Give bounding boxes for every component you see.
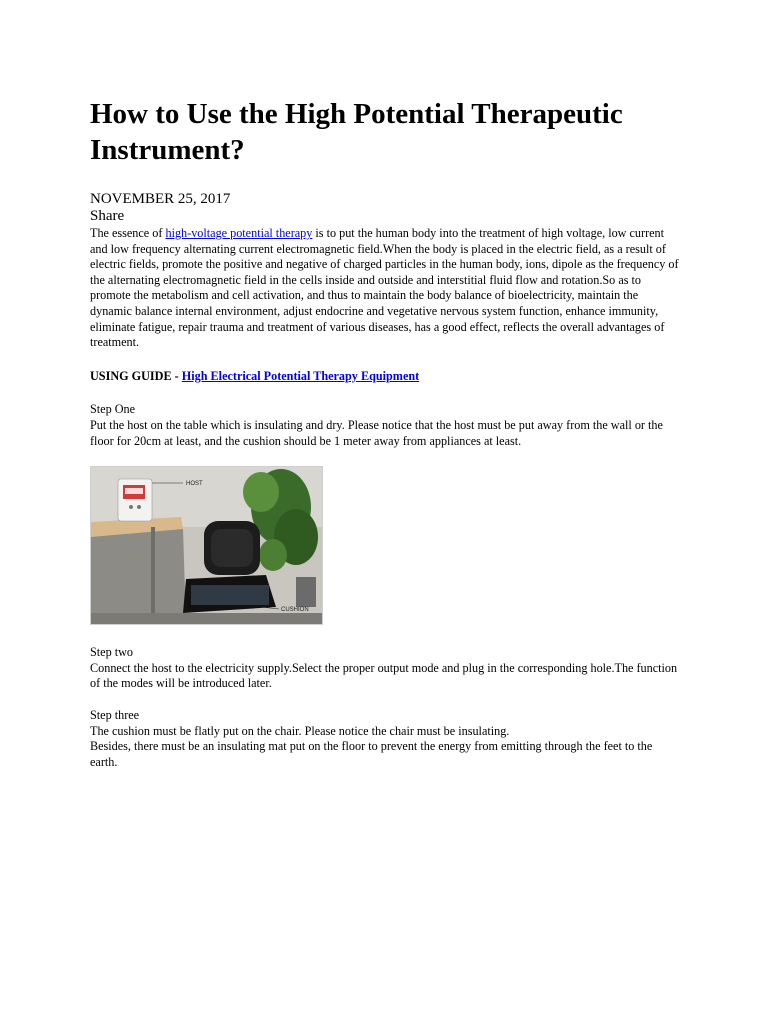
intro-text-start: The essence of [90,226,166,240]
step-three-text-2: Besides, there must be an insulating mat put on the floor to prevent the energy from emitting through the feet to the earth. [90,739,653,769]
intro-text-end: is to put the human body into the treatment of high voltage, low current and low frequency alternating current electromagnetic field.When the body is placed in the electric field, as a result of electric fields, promote the positive and negative of charged particles in the human body, ions, dipole as the frequency of the alternating electromagnetic field in the cells inside and outside and interstitial fluid flow and rotation.So as to promote the metabolism and cell activation, and thus to maintain the body balance of bioelectricity, maintain the dynamic balance internal environment, adjust endocrine and vegetative nervous system function, enhance immunity, eliminate fatigue, repair trauma and treatment of various diseases, has a good effect, reflects the overall advantages of treatment. [90,226,679,350]
step-two-text: Connect the host to the electricity supply.Select the proper output mode and plug in the corresponding hole.The function of the modes will be introduced later. [90,660,678,691]
step-three-text-1: The cushion must be flatly put on the chair. Please notice the chair must be insulating. [90,723,510,738]
share-link[interactable]: Share [90,208,125,224]
setup-photo-illustration [91,467,322,624]
therapy-link[interactable]: high-voltage potential therapy [165,226,313,240]
using-guide-heading [90,369,682,385]
intro-paragraph [90,226,682,351]
article-title: How to Use the High Potential Therapeutic Instrument? [90,98,623,166]
step-three-title: Step three [90,707,140,722]
step-one-title: Step One [90,402,136,417]
article-body [90,96,682,770]
step-one-text: Put the host on the table which is insulating and dry. Please notice that the host must be put away from the wall or the floor for 20cm at least, and the cushion should be 1 meter away from appliances at least. [90,417,663,448]
guide-label: USING GUIDE - [90,368,182,383]
cushion-label: CUSHION [281,607,309,614]
step-two-title: Step two [90,645,133,660]
equipment-link[interactable]: High Electrical Potential Therapy Equipment [181,368,420,383]
article-date: NOVEMBER 25, 2017 [90,191,231,207]
setup-photo [90,466,323,625]
host-label: HOST [186,481,203,488]
